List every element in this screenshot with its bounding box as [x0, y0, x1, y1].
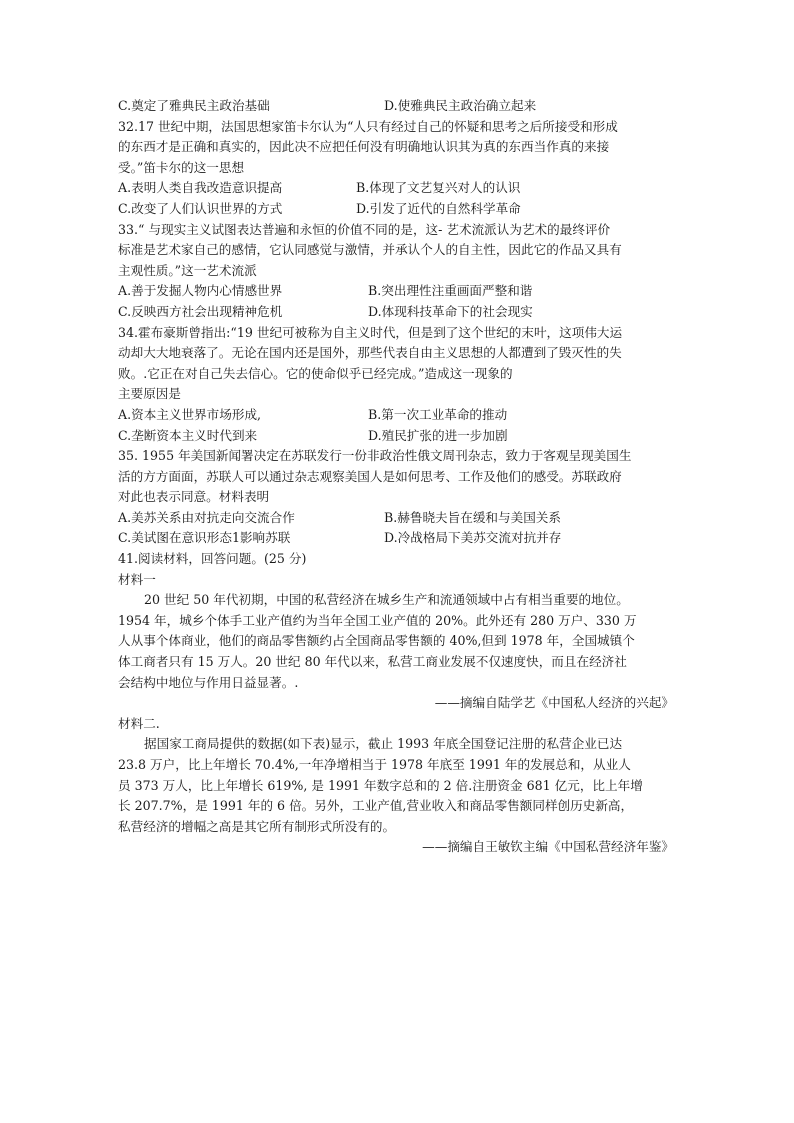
q34-stem-line: 主要原因是 [118, 386, 181, 402]
material2-line: 长 207.7%，是 1991 年的 6 倍。另外，工业产值,营业收入和商品零售额同样创历史新高， [118, 798, 634, 814]
q35-option-b: B.赫鲁晓夫旨在缓和与美国关系 [384, 509, 561, 525]
q35-stem-line: 活的方方面面，苏联人可以通过杂志观察美国人是如何思考、工作及他们的感受。苏联政府 [118, 468, 622, 484]
material1-line: 会结构中地位与作用日益显著。. [118, 674, 299, 690]
q33-stem-line: 主观性质。”这一艺术流派 [118, 262, 257, 278]
q35-options-ab [118, 508, 674, 529]
q35-option-d: D.冷战格局下美苏交流对抗并存 [384, 530, 562, 546]
q33-option-b: B.突出理性注重画面严整和谐 [368, 283, 533, 299]
q32-stem-line: 32.17 世纪中期，法国思想家笛卡尔认为“人只有经过自己的怀疑和思考之后所接受和形成 [118, 118, 618, 134]
q31-options-cd [118, 96, 674, 117]
material1-line: 20 世纪 50 年代初期，中国的私营经济在城乡生产和流通领域中占有相当重要的地位。 [144, 592, 629, 608]
material2-source: ——摘编自王敏钦主编《中国私营经济年鉴》 [422, 839, 674, 855]
q33-option-d: D.体现科技革命下的社会现实 [368, 303, 533, 319]
material2-line: 员 373 万人，比上年增长 619%, 是 1991 年数字总和的 2 倍.注册资金 681 亿元，比上年增 [118, 777, 643, 793]
q41-heading: 41.阅读材料，回答问题。(25 分) [118, 551, 307, 567]
q34-option-b: B.第一次工业革命的推动 [368, 406, 508, 422]
q32-stem-line: 受。”笛卡尔的这一思想 [118, 159, 245, 175]
q33-option-c: C.反映西方社会出现精神危机 [118, 303, 283, 319]
q32-stem-line: 的东西才是正确和真实的，因此决不应把任何没有明确地认识其为真的东西当作真的来接 [118, 139, 610, 155]
material2-label: 材料二. [118, 715, 160, 731]
q32-option-b: B.体现了文艺复兴对人的认识 [356, 180, 521, 196]
material1-line: 1954 年，城乡个体手工业产值约为当年全国工业产值的 20%。此外还有 280 万户、330 万 [118, 612, 637, 628]
page-content [118, 96, 674, 858]
q32-option-c: C.改变了人们认识世界的方式 [118, 200, 283, 216]
q33-options-ab [118, 281, 674, 302]
q31-option-c: C.奠定了雅典民主政治基础 [118, 98, 270, 113]
q34-option-d: D.殖民扩张的进一步加剧 [368, 427, 508, 443]
q33-stem-line: 标准是艺术家自己的感情，它认同感觉与激情，并承认个人的自主性，因此它的作品又具有 [118, 242, 622, 258]
q35-stem-line: 35. 1955 年美国新闻署决定在苏联发行一份非政治性俄文周刊杂志，致力于客观呈现美国生 [118, 448, 632, 464]
q34-stem-line: 败。.它正在对自己失去信心。它的使命似乎已经完成。”造成这一现象的 [118, 365, 513, 381]
q32-options-ab [118, 178, 674, 199]
q35-option-a: A.美苏关系由对抗走向交流合作 [118, 509, 295, 525]
q31-option-d: D.使雅典民主政治确立起来 [384, 98, 537, 113]
q34-options-ab [118, 405, 674, 426]
q34-options-cd [118, 426, 674, 447]
material1-line: 体工商者只有 15 万人。20 世纪 80 年代以来，私营工商业发展不仅速度快，而且在经济社 [118, 654, 627, 670]
q32-options-cd [118, 199, 674, 220]
material1-label: 材料一 [118, 571, 156, 587]
q33-options-cd [118, 302, 674, 323]
q32-option-a: A.表明人类自我改造意识提高 [118, 180, 283, 196]
q32-option-d: D.引发了近代的自然科学革命 [356, 200, 521, 216]
q35-stem-line: 对此也表示同意。材料表明 [118, 489, 270, 505]
q35-option-c: C.美试图在意识形态1影响苏联 [118, 530, 291, 546]
material2-line: 据国家工商局提供的数据(如下表)显示，截止 1993 年底全国登记注册的私营企业已达 [144, 736, 623, 752]
material1-line: 人从事个体商业，他们的商品零售额约占全国商品零售额的 40%,但到 1978 年，全国城镇个 [118, 633, 635, 649]
material2-line: 23.8 万户，比上年增长 70.4%,一年净增相当于 1978 年底至 1991 年的发展总和，从业人 [118, 757, 631, 772]
q33-stem-line: 33.“ 与现实主义试图表达普遍和永恒的价值不同的是，这- 艺术流派认为艺术的最终评价 [118, 221, 611, 237]
material1-source: ——摘编自陆学艺《中国私人经济的兴起》 [434, 695, 674, 711]
q35-options-cd [118, 528, 674, 549]
q34-stem-line: 34.霍布豪斯曾指出:“19 世纪可被称为自主义时代，但是到了这个世纪的末叶，这项伟大运 [118, 324, 623, 340]
q34-option-a: A.资本主义世界市场形成, [118, 406, 262, 422]
q34-option-c: C.垄断资本主义时代到来 [118, 427, 258, 443]
material2-line: 私营经济的增幅之高是其它所有制形式所没有的。 [118, 818, 396, 834]
q33-option-a: A.善于发掘人物内心情感世界 [118, 283, 283, 299]
q34-stem-line: 动却大大地衰落了。无论在国内还是国外，那些代表自由主义思想的人都遭到了毁灭性的失 [118, 345, 622, 361]
